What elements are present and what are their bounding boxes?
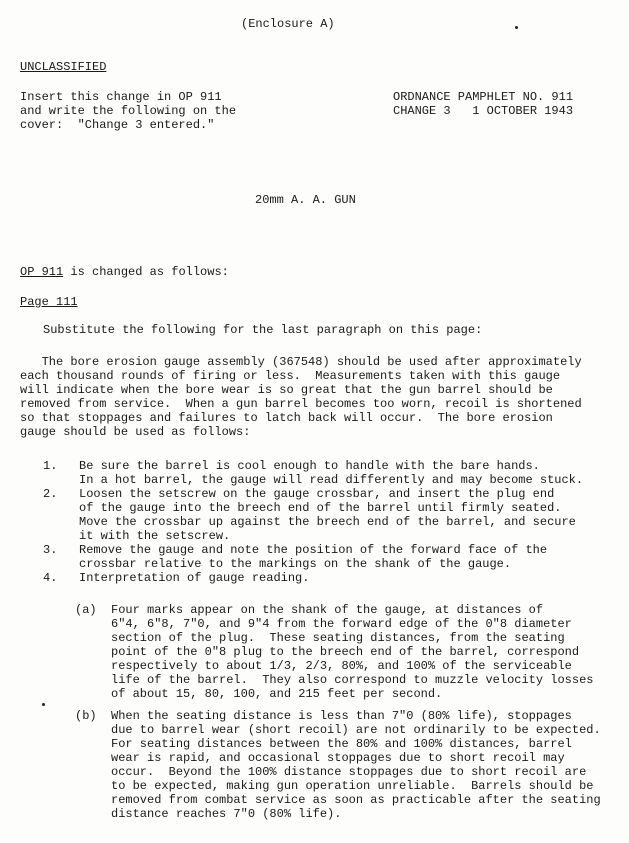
enclosure-label: (Enclosure A) [241,17,335,31]
text-line: gauge should be used as follows: [20,425,251,439]
text-line: wear is rapid, and occasional stoppages due to short recoil may [75,751,565,765]
text-line: removed from combat service as soon as practicable after the seating [75,793,601,807]
subject-title: 20mm A. A. GUN [255,193,356,207]
text-line: (a) Four marks appear on the shank of the gauge, at distances of [75,603,544,617]
body-paragraph [20,355,582,439]
op-change-text: is changed as follows: [63,265,229,279]
text-line: it with the setscrew. [43,529,231,543]
text-line: removed from service. When a gun barrel becomes too worn, recoil is shortened [20,397,582,411]
text-line: section of the plug. These seating distances, from the seating [75,631,565,645]
text-line: Insert this change in OP 911 [20,90,222,104]
text-line: to be expected, making gun operation unreliable. Barrels should be [75,779,594,793]
text-line: due to barrel wear (short recoil) are not ordinarily to be expected. [75,723,601,737]
text-line: (b) When the seating distance is less than 7"0 (80% life), stoppages [75,709,572,723]
text-line: CHANGE 3 1 OCTOBER 1943 [393,104,574,118]
text-line: life of the barrel. They also correspond to muzzle velocity losses [75,673,594,687]
text-line: For seating distances between the 80% and 100% distances, barrel [75,737,572,751]
insert-instructions [20,90,236,132]
text-line: In a hot barrel, the gauge will read differently and may become stuck. [43,473,584,487]
procedure-steps [43,459,583,585]
text-line: 2. Loosen the setscrew on the gauge crossbar, and insert the plug end [43,487,555,501]
text-line: will indicate when the bore wear is so great that the gun barrel should be [20,383,553,397]
classification: UNCLASSIFIED [20,60,107,74]
speck-mark [515,26,518,29]
text-line: of about 15, 80, 100, and 215 feet per second. [75,687,443,701]
text-line: point of the 0"8 plug to the breech end of the barrel, correspond [75,645,580,659]
text-line: distance reaches 7"0 (80% life). [75,807,342,821]
text-line: 1. Be sure the barrel is cool enough to handle with the bare hands. [43,459,540,473]
text-line: of the gauge into the breech end of the barrel until firmly seated. [43,501,562,515]
page-reference: Page 111 [20,295,78,309]
interpretation-a [75,603,593,701]
speck-mark [42,703,45,706]
op-number: OP 911 [20,265,64,279]
text-line: The bore erosion gauge assembly (367548) should be used after approximately [20,355,582,369]
interpretation-b [75,709,601,821]
text-line: cover: "Change 3 entered." [20,118,215,132]
text-line: occur. Beyond the 100% distance stoppages due to short recoil are [75,765,587,779]
op-change-line [20,265,229,279]
text-line: each thousand rounds of firing or less. Measurements taken with this gauge [20,369,561,383]
text-line: and write the following on the [20,104,237,118]
text-line: 3. Remove the gauge and note the position of the forward face of the [43,543,548,557]
text-line: 4. Interpretation of gauge reading. [43,571,310,585]
text-line: so that stoppages and failures to latch back will occur. The bore erosion [20,411,553,425]
text-line: Move the crossbar up against the breech end of the barrel, and secure [43,515,576,529]
text-line: ORDNANCE PAMPHLET NO. 911 [393,90,574,104]
substitute-instruction: Substitute the following for the last paragraph on this page: [43,323,483,337]
text-line: respectively to about 1/3, 2/3, 80%, and 100% of the serviceable [75,659,572,673]
text-line: 6"4, 6"8, 7"0, and 9"4 from the forward edge of the 0"8 diameter [75,617,572,631]
pamphlet-header [393,90,573,118]
text-line: crossbar relative to the markings on the shank of the gauge. [43,557,512,571]
